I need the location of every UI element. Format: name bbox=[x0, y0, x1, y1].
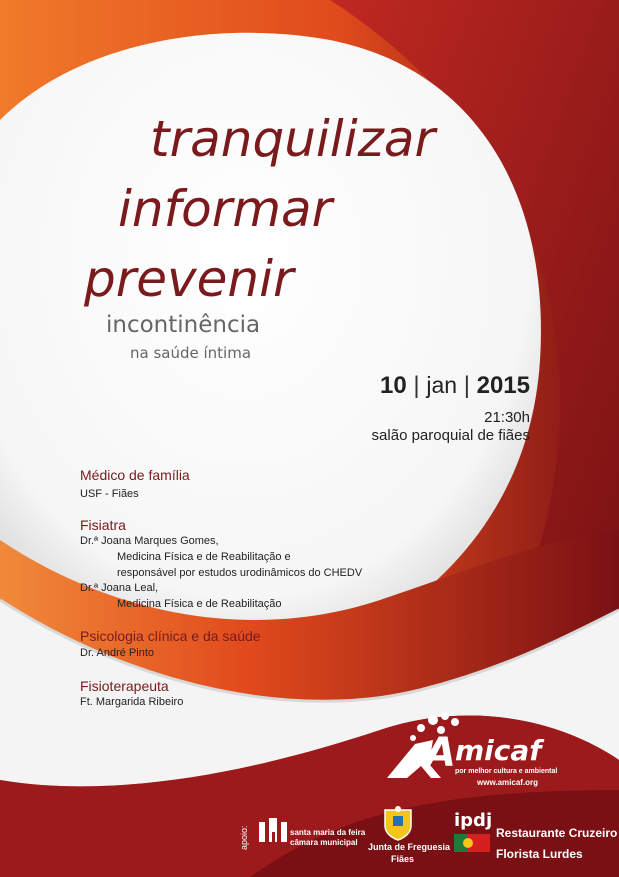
event-day: 10 bbox=[380, 372, 407, 399]
speaker-line: responsável por estudos urodinâmicos do CHEDV bbox=[117, 567, 363, 579]
speaker-heading: Psicologia clínica e da saúde bbox=[80, 628, 261, 644]
fiaes-coat-of-arms-icon bbox=[381, 806, 415, 842]
speaker-heading: Fisiatra bbox=[80, 517, 126, 533]
speaker-line: Dr. André Pinto bbox=[80, 647, 154, 659]
speaker-heading: Médico de família bbox=[80, 467, 190, 483]
amicaf-name: micaf bbox=[455, 734, 542, 767]
sponsor-1-line-1: santa maria da feira bbox=[290, 828, 366, 837]
speaker-line: Dr.ª Joana Marques Gomes, bbox=[80, 535, 219, 547]
speaker-line: USF - Fiães bbox=[80, 488, 139, 500]
ipdj-flag-icon bbox=[454, 834, 490, 852]
event-time: 21:30h bbox=[484, 409, 530, 426]
event-year: 2015 bbox=[476, 372, 530, 399]
amicaf-url[interactable]: www.amicaf.org bbox=[477, 778, 539, 787]
sponsor-florist: Florista Lurdes bbox=[496, 847, 583, 861]
headline-word-3: prevenir bbox=[84, 250, 294, 308]
amicaf-logo bbox=[385, 712, 560, 792]
date-separator: | bbox=[463, 372, 470, 399]
headline-word-1: tranquilizar bbox=[150, 110, 436, 168]
event-venue: salão paroquial de fiães bbox=[371, 427, 530, 444]
sponsor-1-line-2: câmara municipal bbox=[290, 838, 358, 847]
sponsor-2-line-1: Junta de Freguesia bbox=[368, 842, 451, 852]
speaker-line: Medicina Física e de Reabilitação e bbox=[117, 551, 291, 563]
speaker-heading: Fisioterapeuta bbox=[80, 678, 169, 694]
amicaf-letter: A bbox=[425, 730, 456, 776]
headline-word-2: informar bbox=[118, 180, 333, 238]
apoio-label: apoio: bbox=[239, 825, 249, 850]
santa-maria-feira-icon bbox=[255, 818, 291, 844]
speaker-line: Ft. Margarida Ribeiro bbox=[80, 696, 184, 708]
ipdj-logo: ipdj bbox=[454, 810, 493, 831]
sponsor-2-line-2: Fiães bbox=[391, 854, 415, 864]
date-separator: | bbox=[413, 372, 420, 399]
topic-subtitle: na saúde íntima bbox=[130, 344, 252, 362]
speaker-line: Dr.ª Joana Leal, bbox=[80, 582, 159, 594]
speaker-line: Medicina Física e de Reabilitação bbox=[117, 598, 282, 610]
event-month: jan bbox=[426, 372, 458, 398]
topic-title: incontinência bbox=[106, 312, 261, 338]
event-date bbox=[340, 372, 530, 400]
sponsor-restaurant: Restaurante Cruzeiro bbox=[496, 826, 618, 840]
amicaf-tagline: por melhor cultura e ambiental bbox=[455, 768, 558, 775]
